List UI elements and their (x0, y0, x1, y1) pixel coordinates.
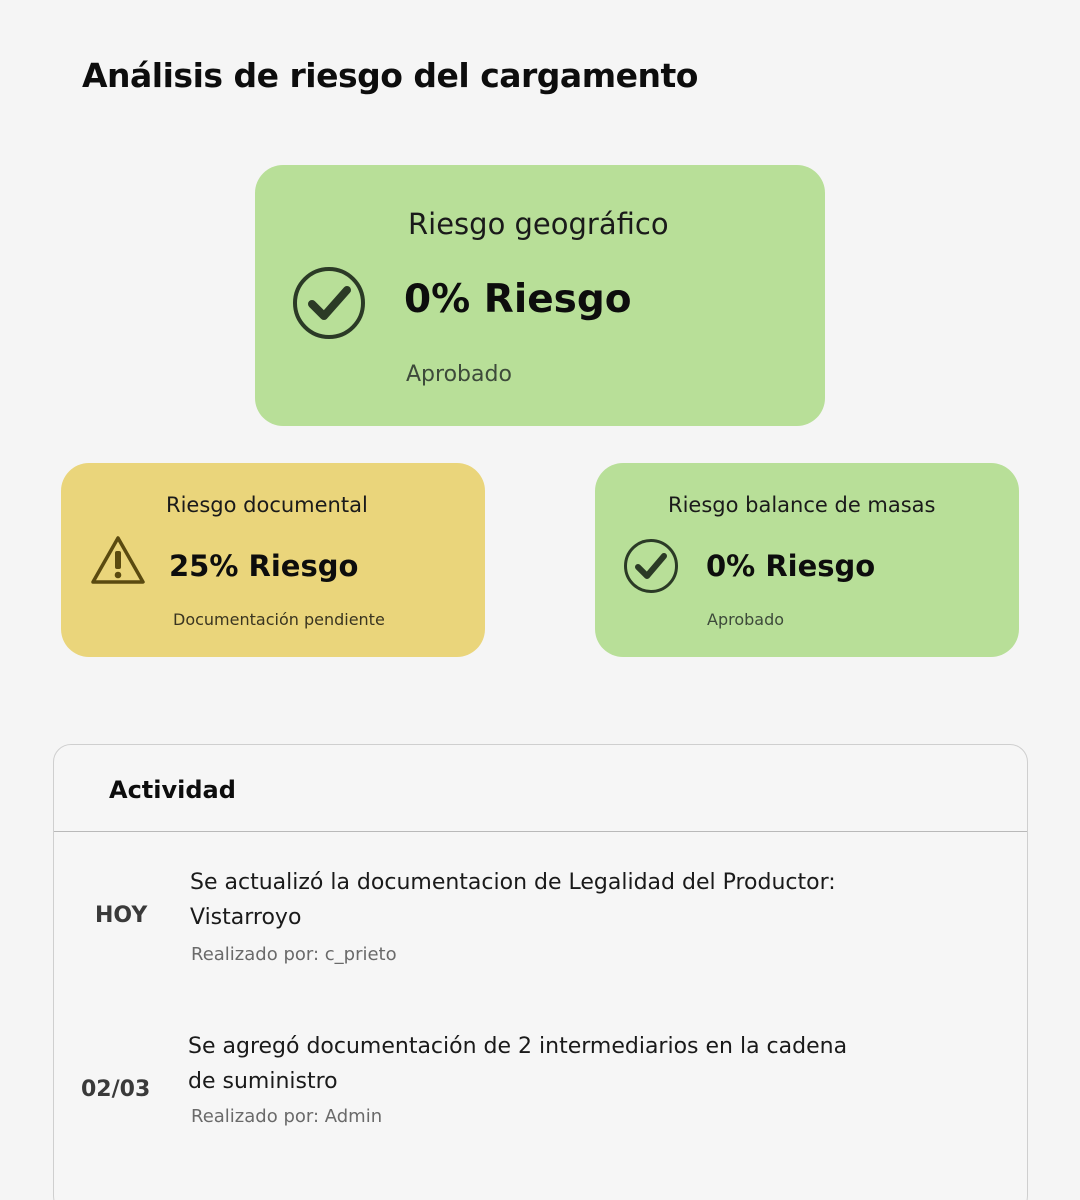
risk-value: 0% Riesgo (404, 277, 632, 322)
risk-value: 25% Riesgo (169, 549, 359, 583)
activity-title: Actividad (109, 776, 236, 804)
geographic-risk-card[interactable] (255, 165, 825, 426)
card-title: Riesgo geográfico (408, 207, 669, 241)
activity-date: HOY (95, 903, 148, 928)
activity-panel (53, 744, 1028, 1200)
activity-date: 02/03 (81, 1077, 151, 1102)
page-title: Análisis de riesgo del cargamento (82, 56, 698, 95)
activity-performed-by: Realizado por: c_prieto (191, 944, 397, 965)
card-title: Riesgo balance de masas (668, 493, 936, 517)
activity-description: Se agregó documentación de 2 intermediarios en la cadena de suministro (188, 1034, 848, 1094)
documentary-risk-card[interactable] (61, 463, 485, 657)
risk-value: 0% Riesgo (706, 549, 876, 583)
warning-triangle-icon (90, 534, 146, 586)
check-circle-icon (292, 266, 366, 340)
activity-description: Se actualizó la documentacion de Legalidad del Productor: Vistarroyo (190, 870, 836, 930)
mass-balance-risk-card[interactable] (595, 463, 1019, 657)
risk-status: Aprobado (707, 610, 785, 629)
divider (54, 831, 1027, 832)
risk-status: Documentación pendiente (173, 610, 385, 629)
risk-status: Aprobado (406, 362, 512, 387)
check-circle-icon (623, 538, 679, 594)
activity-performed-by: Realizado por: Admin (191, 1106, 383, 1127)
card-title: Riesgo documental (166, 493, 368, 517)
